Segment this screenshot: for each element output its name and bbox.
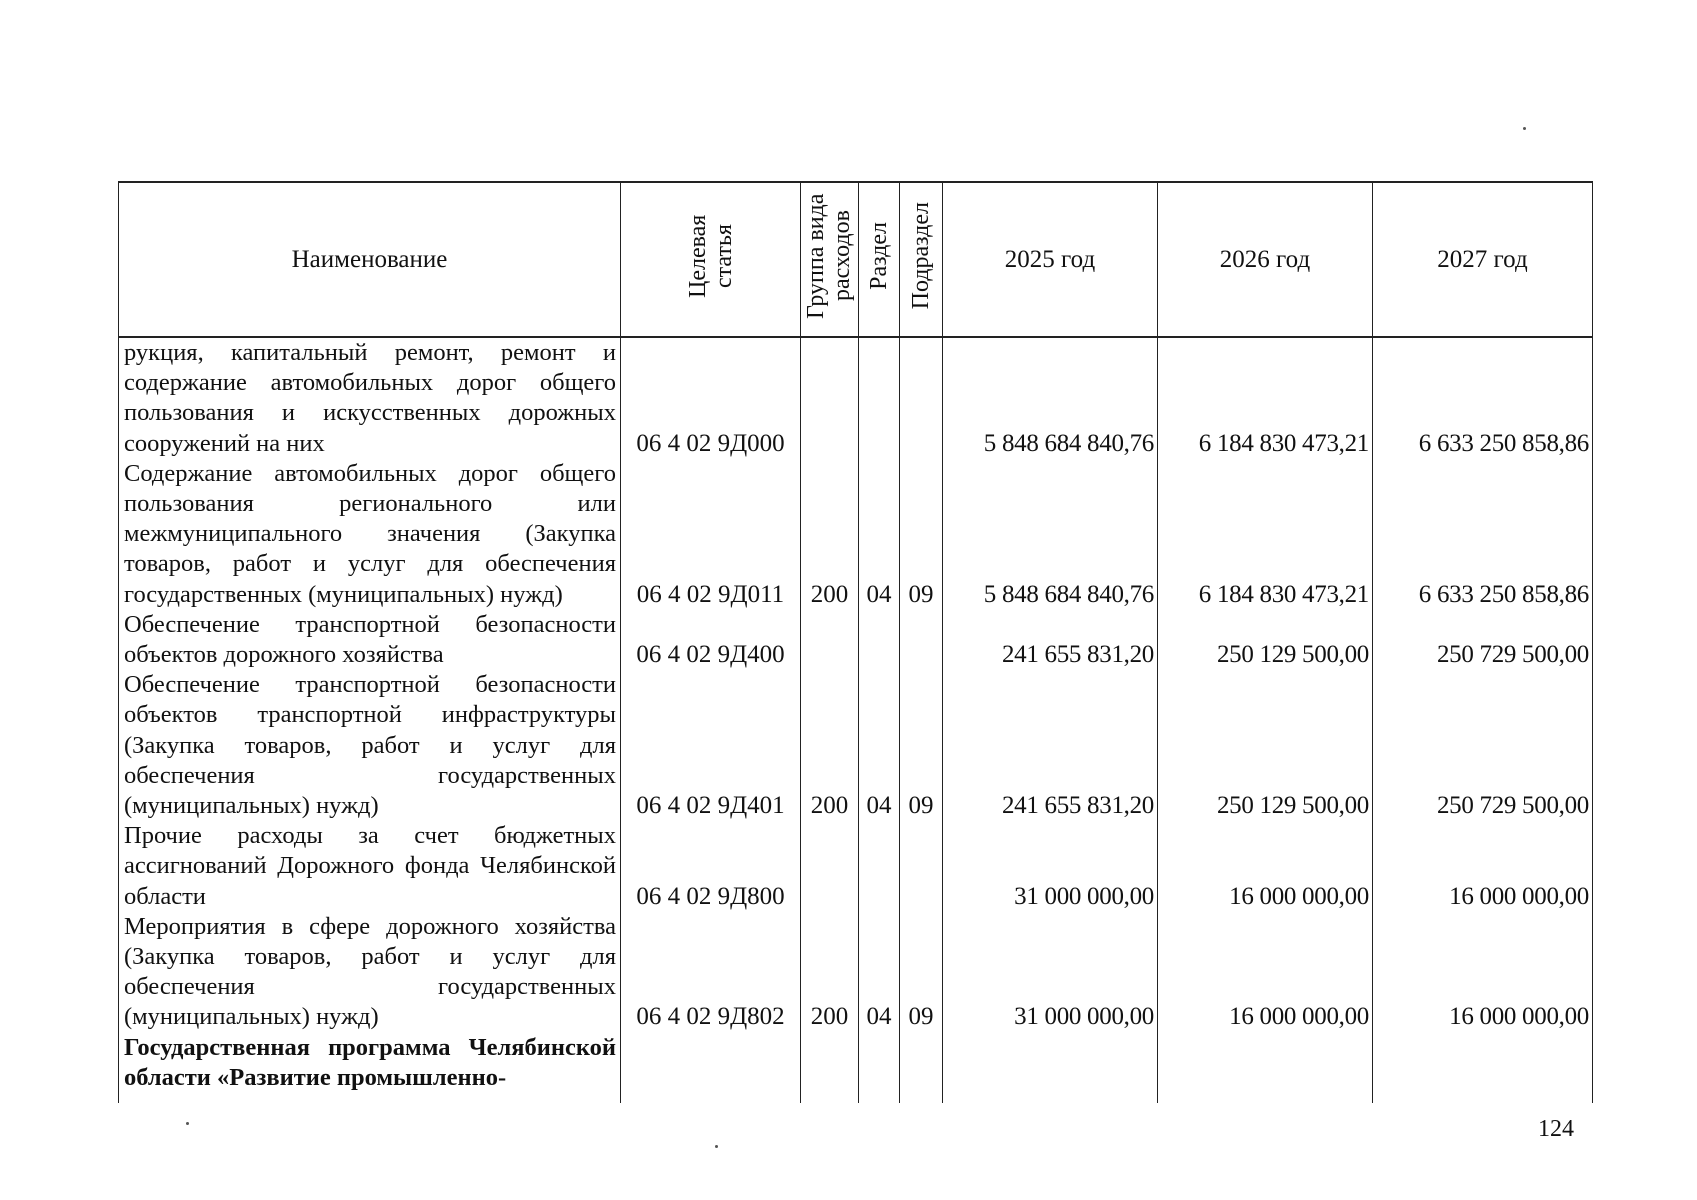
cell-2027: 16 000 000,00 [1373,821,1593,912]
cell-section [859,610,900,670]
header-name: Наименование [119,182,621,337]
header-section: Раздел [859,182,900,337]
cell-section [859,821,900,912]
cell-target-article: 06 4 02 9Д400 [621,610,801,670]
cell-name: рукция, капитальный ремонт, ремонт и содержание автомобильных дорог общего пользования и искусственных дорожных сооружений на них [119,337,621,459]
cell-target-article: 06 4 02 9Д000 [621,337,801,459]
table-row [119,821,1593,912]
cell-target-article [621,1033,801,1103]
cell-subsection [900,337,943,459]
cell-2026: 6 184 830 473,21 [1158,337,1373,459]
table-row [119,912,1593,1033]
cell-expense-group [801,1033,859,1103]
cell-expense-group: 200 [801,912,859,1033]
cell-target-article: 06 4 02 9Д011 [621,459,801,610]
cell-2027 [1373,1033,1593,1103]
cell-subsection: 09 [900,670,943,821]
header-expense-group: Группа вида расходов [801,182,859,337]
header-target-article: Целевая статья [621,182,801,337]
cell-2026: 6 184 830 473,21 [1158,459,1373,610]
table-body [119,337,1593,1103]
cell-expense-group [801,337,859,459]
cell-2026: 250 129 500,00 [1158,610,1373,670]
cell-2027: 6 633 250 858,86 [1373,337,1593,459]
cell-2026: 250 129 500,00 [1158,670,1373,821]
table-row [119,610,1593,670]
header-subsection: Подраздел [900,182,943,337]
cell-section: 04 [859,912,900,1033]
cell-2027: 250 729 500,00 [1373,610,1593,670]
cell-2025 [943,1033,1158,1103]
cell-2026: 16 000 000,00 [1158,912,1373,1033]
table-header [119,182,1593,337]
cell-name: Государственная программа Челябинской области «Развитие промышленно- [119,1033,621,1103]
cell-section: 04 [859,459,900,610]
cell-2027: 6 633 250 858,86 [1373,459,1593,610]
table-row [119,1033,1593,1103]
cell-2025: 241 655 831,20 [943,670,1158,821]
cell-subsection: 09 [900,459,943,610]
table-row [119,459,1593,610]
budget-table [118,181,1593,1103]
cell-2025: 5 848 684 840,76 [943,337,1158,459]
page-number: 124 [1538,1116,1574,1142]
cell-expense-group [801,821,859,912]
cell-2026: 16 000 000,00 [1158,821,1373,912]
cell-section [859,337,900,459]
cell-2025: 31 000 000,00 [943,821,1158,912]
table-row [119,670,1593,821]
header-2026: 2026 год [1158,182,1373,337]
table-row [119,337,1593,459]
header-2027: 2027 год [1373,182,1593,337]
cell-2025: 31 000 000,00 [943,912,1158,1033]
cell-2027: 250 729 500,00 [1373,670,1593,821]
cell-subsection [900,821,943,912]
cell-expense-group: 200 [801,459,859,610]
scan-speck [1523,127,1526,130]
header-2025: 2025 год [943,182,1158,337]
cell-target-article: 06 4 02 9Д800 [621,821,801,912]
cell-name: Прочие расходы за счет бюджетных ассигнований Дорожного фонда Челябинской области [119,821,621,912]
scan-speck [186,1122,189,1125]
cell-2027: 16 000 000,00 [1373,912,1593,1033]
cell-name: Обеспечение транспортной безопасности объектов дорожного хозяйства [119,610,621,670]
cell-subsection [900,610,943,670]
cell-2026 [1158,1033,1373,1103]
cell-expense-group [801,610,859,670]
cell-target-article: 06 4 02 9Д401 [621,670,801,821]
scan-speck [715,1145,718,1148]
cell-expense-group: 200 [801,670,859,821]
cell-target-article: 06 4 02 9Д802 [621,912,801,1033]
cell-subsection: 09 [900,912,943,1033]
cell-section [859,1033,900,1103]
cell-2025: 5 848 684 840,76 [943,459,1158,610]
cell-name: Мероприятия в сфере дорожного хозяйства (Закупка товаров, работ и услуг для обеспечения государственных (муниципальных) нужд) [119,912,621,1033]
cell-2025: 241 655 831,20 [943,610,1158,670]
cell-section: 04 [859,670,900,821]
cell-subsection [900,1033,943,1103]
cell-name: Обеспечение транспортной безопасности объектов транспортной инфраструктуры (Закупка товаров, работ и услуг для обеспечения государственных (муниципальных) нужд) [119,670,621,821]
cell-name: Содержание автомобильных дорог общего пользования регионального или межмуниципального значения (Закупка товаров, работ и услуг для обеспечения государственных (муниципальных) нужд) [119,459,621,610]
